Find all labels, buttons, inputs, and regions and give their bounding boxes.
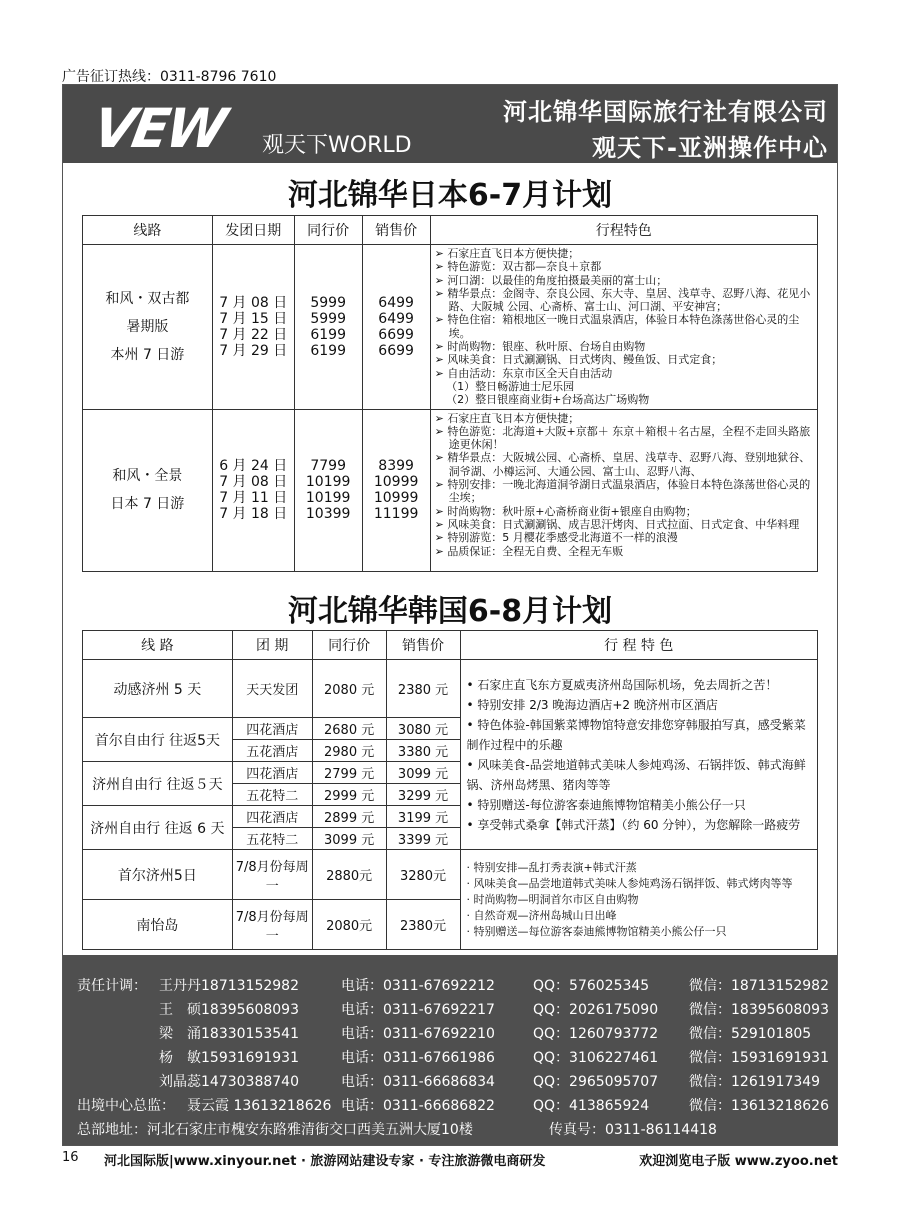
price: 7799 bbox=[310, 458, 346, 475]
footer-left: 河北国际版|www.xinyour.net · 旅游网站建设专家 · 专注旅游微电商研发 bbox=[104, 1154, 546, 1169]
contact-name: 聂云霞 13613218626 bbox=[187, 1098, 332, 1114]
price: 5999 bbox=[310, 294, 346, 311]
col-sale-price: 销售价 bbox=[362, 216, 430, 245]
col-route: 线 路 bbox=[83, 631, 233, 660]
table-row bbox=[83, 245, 818, 410]
hotel-cell: 四花酒店 bbox=[232, 762, 312, 784]
hotel-cell: 四花酒店 bbox=[232, 806, 312, 828]
feature-item: · 风味美食—品尝地道韩式美味人参炖鸡汤石锅拌饭、韩式烤肉等等 bbox=[466, 876, 793, 890]
date: 7 月 11 日 bbox=[219, 490, 288, 507]
feature-item: · 自然奇观—济州岛城山日出峰 bbox=[466, 908, 617, 922]
contact-name: 杨 敏15931691931 bbox=[159, 1050, 299, 1066]
contact-qq: QQ：1260793772 bbox=[533, 1026, 659, 1042]
peer-price-cell: 2980 元 bbox=[312, 740, 386, 762]
peer-price-cell bbox=[294, 245, 362, 410]
features-cell bbox=[430, 245, 817, 410]
contact-row bbox=[63, 1092, 837, 1116]
contact-tel: 电话：0311-67692210 bbox=[341, 1026, 495, 1042]
col-features: 行程特色 bbox=[430, 216, 817, 245]
price: 6699 bbox=[378, 342, 414, 359]
contact-label: 出境中心总监： bbox=[77, 1098, 175, 1114]
contact-tel: 电话：0311-67661986 bbox=[341, 1050, 495, 1066]
price: 6699 bbox=[378, 326, 414, 343]
japan-table bbox=[82, 215, 818, 572]
feature-item: ➢ 河口湖：以最佳的角度拍摄最美丽的富士山； bbox=[434, 273, 668, 287]
japan-header-row bbox=[83, 216, 818, 245]
contact-wechat: 微信：18713152982 bbox=[689, 978, 829, 994]
contact-row bbox=[63, 972, 837, 996]
price: 8399 bbox=[378, 458, 414, 475]
korea-header-row bbox=[83, 631, 818, 660]
feature-item: （2）整日银座商业街+台场高达广场购物 bbox=[446, 393, 650, 407]
features-cell bbox=[460, 660, 818, 850]
korea-table bbox=[82, 630, 818, 950]
col-features: 行 程 特 色 bbox=[460, 631, 818, 660]
price: 6199 bbox=[310, 326, 346, 343]
peer-price-cell: 2080 元 bbox=[312, 660, 386, 718]
logo-vew: VEW bbox=[88, 97, 229, 160]
hotel-cell: 四花酒店 bbox=[232, 718, 312, 740]
feature-item: ➢ 时尚购物：银座、秋叶原、台场自由购物 bbox=[434, 340, 646, 354]
contact-tel: 电话：0311-67692212 bbox=[341, 978, 495, 994]
contact-wechat: 微信：18395608093 bbox=[689, 1002, 829, 1018]
table-row bbox=[83, 409, 818, 571]
company-name: 河北锦华国际旅行社有限公司 bbox=[503, 98, 828, 126]
feature-item: · 特别赠送—每位游客泰迪熊博物馆精美小熊公仔一只 bbox=[466, 924, 727, 938]
col-date: 团 期 bbox=[232, 631, 312, 660]
footer-right: 欢迎浏览电子版 www.zyoo.net bbox=[639, 1154, 838, 1169]
features-cell bbox=[430, 409, 817, 571]
logo-subtitle: 观天下WORLD bbox=[262, 133, 412, 158]
feature-item: • 石家庄直飞东方夏威夷济州岛国际机场，免去周折之苦！ bbox=[466, 677, 778, 692]
route-cell: 首尔济州5日 bbox=[83, 850, 233, 900]
peer-price-cell: 2680 元 bbox=[312, 718, 386, 740]
sale-price-cell bbox=[362, 409, 430, 571]
feature-item: ➢ 特色游览：北海道+大阪+京都＋ 东京＋箱根＋名古屋，全程不走回头路旅途更休闲！ bbox=[434, 424, 811, 452]
route-cell: 济州自由行 往返 6 天 bbox=[83, 806, 233, 850]
contact-name: 王丹丹18713152982 bbox=[159, 978, 299, 994]
feature-item: ➢ 品质保证：全程无自费、全程无车贩 bbox=[434, 544, 624, 558]
ad-hotline: 广告征订热线：0311-8796 7610 bbox=[62, 69, 277, 85]
contact-row bbox=[63, 1044, 837, 1068]
contact-wechat: 微信：15931691931 bbox=[689, 1050, 829, 1066]
date: 7 月 08 日 bbox=[219, 294, 288, 311]
price: 10199 bbox=[305, 490, 351, 507]
price: 11199 bbox=[373, 506, 419, 523]
peer-price-cell: 2999 元 bbox=[312, 784, 386, 806]
route-cell: 南怡岛 bbox=[83, 900, 233, 950]
sale-price-cell: 3199 元 bbox=[386, 806, 460, 828]
peer-price-cell: 2080元 bbox=[312, 900, 386, 950]
price: 10399 bbox=[305, 506, 351, 523]
price: 10999 bbox=[373, 490, 419, 507]
feature-item: · 特别安排—乱打秀表演+韩式汗蒸 bbox=[466, 860, 637, 874]
features-cell bbox=[460, 850, 818, 950]
contact-name: 王 硕18395608093 bbox=[159, 1002, 299, 1018]
price: 6499 bbox=[378, 310, 414, 327]
col-route: 线路 bbox=[83, 216, 213, 245]
date-cell: 天天发团 bbox=[232, 660, 312, 718]
date-cell: 7/8月份每周一 bbox=[232, 900, 312, 950]
feature-item: ➢ 特色游览：双古都—奈良＋京都 bbox=[434, 260, 602, 274]
contact-tel: 电话：0311-67692217 bbox=[341, 1002, 495, 1018]
sale-price-cell: 2380元 bbox=[386, 900, 460, 950]
contact-qq: QQ：3106227461 bbox=[533, 1050, 659, 1066]
contact-qq: QQ：2965095707 bbox=[533, 1074, 659, 1090]
sale-price-cell: 3080 元 bbox=[386, 718, 460, 740]
date: 7 月 08 日 bbox=[219, 474, 288, 491]
feature-item: ➢ 时尚购物：秋叶原+心斋桥商业街+银座自由购物； bbox=[434, 504, 697, 518]
feature-item: ➢ 特色住宿：箱根地区一晚日式温泉酒店，体验日本特色涤荡世俗心灵的尘埃。 bbox=[434, 313, 800, 340]
contact-panel bbox=[63, 955, 837, 1145]
table-row bbox=[83, 660, 818, 718]
contact-qq: QQ：576025345 bbox=[533, 978, 650, 994]
route-cell bbox=[83, 245, 213, 410]
feature-item: （1）整日畅游迪士尼乐园 bbox=[446, 379, 575, 393]
sale-price-cell: 3299 元 bbox=[386, 784, 460, 806]
contact-wechat: 微信：1261917349 bbox=[689, 1074, 821, 1090]
route-line: 和风・双古都 bbox=[105, 290, 190, 307]
sale-price-cell bbox=[362, 245, 430, 410]
contact-qq: QQ：413865924 bbox=[533, 1098, 650, 1114]
route-cell: 动感济州 5 天 bbox=[83, 660, 233, 718]
contact-wechat: 微信：529101805 bbox=[689, 1026, 812, 1042]
date: 7 月 22 日 bbox=[219, 326, 288, 343]
price: 10999 bbox=[373, 474, 419, 491]
feature-item: ➢ 风味美食：日式涮涮锅、日式烤肉、鳗鱼饭、日式定食； bbox=[434, 353, 723, 367]
date-cell: 7/8月份每周一 bbox=[232, 850, 312, 900]
price: 6199 bbox=[310, 342, 346, 359]
contact-qq: QQ：2026175090 bbox=[533, 1002, 659, 1018]
contact-tel: 电话：0311-66686834 bbox=[341, 1074, 495, 1090]
route-cell: 济州自由行 往返５天 bbox=[83, 762, 233, 806]
hq-address: 总部地址：河北石家庄市槐安东路雅清街交口西美五洲大厦10楼 bbox=[77, 1122, 473, 1138]
feature-item: ➢ 石家庄直飞日本方便快捷； bbox=[434, 411, 580, 425]
feature-item: • 风味美食-品尝地道韩式美味人参炖鸡汤、石锅拌饭、韩式海鲜锅、济州岛烤黑、猪肉等等 bbox=[466, 757, 806, 792]
price: 5999 bbox=[310, 310, 346, 327]
feature-item: ➢ 自由活动：东京市区全天自由活动 bbox=[434, 366, 613, 380]
feature-item: • 享受韩式桑拿【韩式汗蒸】（约 60 分钟），为您解除一路疲劳 bbox=[466, 817, 801, 832]
col-sale-price: 销售价 bbox=[386, 631, 460, 660]
date: 7 月 29 日 bbox=[219, 342, 288, 359]
col-date: 发团日期 bbox=[212, 216, 294, 245]
sale-price-cell: 3399 元 bbox=[386, 828, 460, 850]
contact-row bbox=[63, 996, 837, 1020]
address-row bbox=[63, 1116, 837, 1140]
contact-name: 刘晶蕊14730388740 bbox=[159, 1074, 299, 1090]
route-cell bbox=[83, 409, 213, 571]
page-number: 16 bbox=[62, 1150, 79, 1165]
peer-price-cell: 3099 元 bbox=[312, 828, 386, 850]
sale-price-cell: 3380 元 bbox=[386, 740, 460, 762]
sale-price-cell: 3099 元 bbox=[386, 762, 460, 784]
japan-title: 河北锦华日本6-7月计划 bbox=[287, 178, 613, 213]
peer-price-cell bbox=[294, 409, 362, 571]
hotel-cell: 五花特二 bbox=[232, 828, 312, 850]
feature-item: ➢ 精华景点：金阁寺、奈良公园、东大寺、皇居、浅草寺、忍野八海、花见小路、大阪城 公园、心斋桥、富士山、河口湖、平安神宫； bbox=[434, 286, 811, 314]
contact-row bbox=[63, 1020, 837, 1044]
feature-item: ➢ 特别安排：一晚北海道洞爷湖日式温泉酒店，体验日本特色涤荡世俗心灵的尘埃； bbox=[434, 478, 811, 505]
route-cell: 首尔自由行 往返5天 bbox=[83, 718, 233, 762]
peer-price-cell: 2899 元 bbox=[312, 806, 386, 828]
hotel-cell: 五花酒店 bbox=[232, 740, 312, 762]
operation-center: 观天下-亚洲操作中心 bbox=[592, 134, 828, 162]
col-peer-price: 同行价 bbox=[294, 216, 362, 245]
col-peer-price: 同行价 bbox=[312, 631, 386, 660]
route-line: 暑期版 bbox=[126, 318, 169, 335]
feature-item: ➢ 特别游览：5 月樱花季感受北海道不一样的浪漫 bbox=[434, 531, 678, 545]
feature-item: ➢ 精华景点：大阪城公园、心斋桥、皇居、浅草寺、忍野八海、登别地狱谷、洞爷湖、小樽运河、大通公园、富士山、忍野八海、 bbox=[434, 451, 811, 478]
korea-title: 河北锦华韩国6-8月计划 bbox=[287, 594, 613, 629]
contact-tel: 电话：0311-66686822 bbox=[341, 1098, 495, 1114]
route-line: 日本 7 日游 bbox=[110, 496, 185, 513]
contact-wechat: 微信：13613218626 bbox=[689, 1098, 829, 1114]
dates-cell bbox=[212, 245, 294, 410]
feature-item: • 特别安排 2/3 晚海边酒店+2 晚济州市区酒店 bbox=[466, 697, 718, 712]
feature-item: ➢ 风味美食：日式涮涮锅、成吉思汗烤肉、日式拉面、日式定食、中华料理 bbox=[434, 517, 800, 531]
feature-item: • 特色体验-韩国紫菜博物馆特意安排您穿韩服拍写真，感受紫菜制作过程中的乐趣 bbox=[466, 717, 806, 752]
date: 7 月 18 日 bbox=[219, 506, 288, 523]
feature-item: ➢ 石家庄直飞日本方便快捷； bbox=[434, 247, 580, 260]
sale-price-cell: 2380 元 bbox=[386, 660, 460, 718]
feature-item: • 特别赠送-每位游客泰迪熊博物馆精美小熊公仔一只 bbox=[466, 797, 746, 812]
contact-row bbox=[63, 1068, 837, 1092]
price: 6499 bbox=[378, 294, 414, 311]
dates-cell bbox=[212, 409, 294, 571]
peer-price-cell: 2880元 bbox=[312, 850, 386, 900]
route-line: 和风・全景 bbox=[112, 468, 183, 485]
date: 6 月 24 日 bbox=[219, 458, 288, 475]
route-line: 本州 7 日游 bbox=[110, 346, 185, 363]
fax-number: 传真号：0311-86114418 bbox=[549, 1122, 717, 1138]
date: 7 月 15 日 bbox=[219, 310, 288, 327]
contact-name: 梁 涌18330153541 bbox=[159, 1026, 299, 1042]
contact-label: 责任计调： bbox=[77, 978, 147, 994]
peer-price-cell: 2799 元 bbox=[312, 762, 386, 784]
sale-price-cell: 3280元 bbox=[386, 850, 460, 900]
price: 10199 bbox=[305, 474, 351, 491]
hotel-cell: 五花特二 bbox=[232, 784, 312, 806]
feature-item: · 时尚购物—明洞首尔市区自由购物 bbox=[466, 892, 639, 906]
table-row bbox=[83, 850, 818, 900]
